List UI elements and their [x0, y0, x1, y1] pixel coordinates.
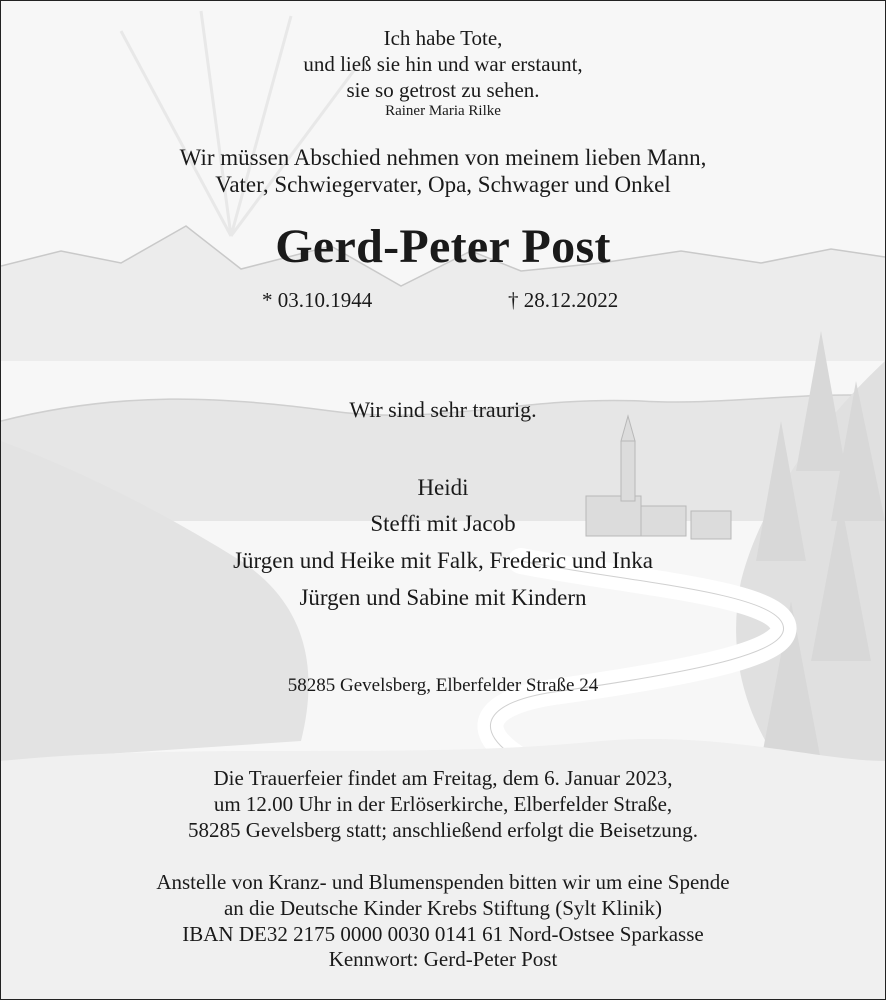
poem-line-3: sie so getrost zu sehen. [346, 78, 540, 102]
family-address: 58285 Gevelsberg, Elberfelder Straße 24 [287, 675, 599, 696]
funeral-line-3: 58285 Gevelsberg statt; anschließend erfolgt die Beisetzung. [188, 818, 698, 842]
donation-line-1: Anstelle von Kranz- und Blumenspenden bitten wir um eine Spende [156, 870, 730, 894]
birth-date: * 03.10.1944 [262, 288, 373, 312]
donation-keyword: Kennwort: Gerd-Peter Post [328, 947, 558, 971]
poem-line-2: und ließ sie hin und war erstaunt, [303, 52, 583, 76]
donation-line-2: an die Deutsche Kinder Krebs Stiftung (Sylt Klinik) [223, 896, 662, 920]
death-date: † 28.12.2022 [508, 288, 619, 312]
family-member: Steffi mit Jacob [370, 511, 516, 536]
family-member: Jürgen und Heike mit Falk, Frederic und Inka [233, 548, 653, 573]
poem-author: Rainer Maria Rilke [385, 103, 501, 119]
funeral-line-2: um 12.00 Uhr in der Erlöserkirche, Elberfelder Straße, [213, 792, 673, 816]
family-member: Jürgen und Sabine mit Kindern [299, 585, 587, 610]
deceased-name: Gerd-Peter Post [275, 220, 611, 273]
funeral-line-1: Die Trauerfeier findet am Freitag, dem 6. Januar 2023, [213, 766, 673, 790]
poem-line-1: Ich habe Tote, [383, 26, 503, 50]
family-member: Heidi [417, 475, 469, 500]
intro-line-2: Vater, Schwiegervater, Opa, Schwager und Onkel [215, 172, 671, 197]
intro-line-1: Wir müssen Abschied nehmen von meinem lieben Mann, [179, 145, 707, 170]
donation-iban: IBAN DE32 2175 0000 0030 0141 61 Nord-Ostsee Sparkasse [182, 922, 704, 946]
sadness-statement: Wir sind sehr traurig. [349, 397, 537, 422]
